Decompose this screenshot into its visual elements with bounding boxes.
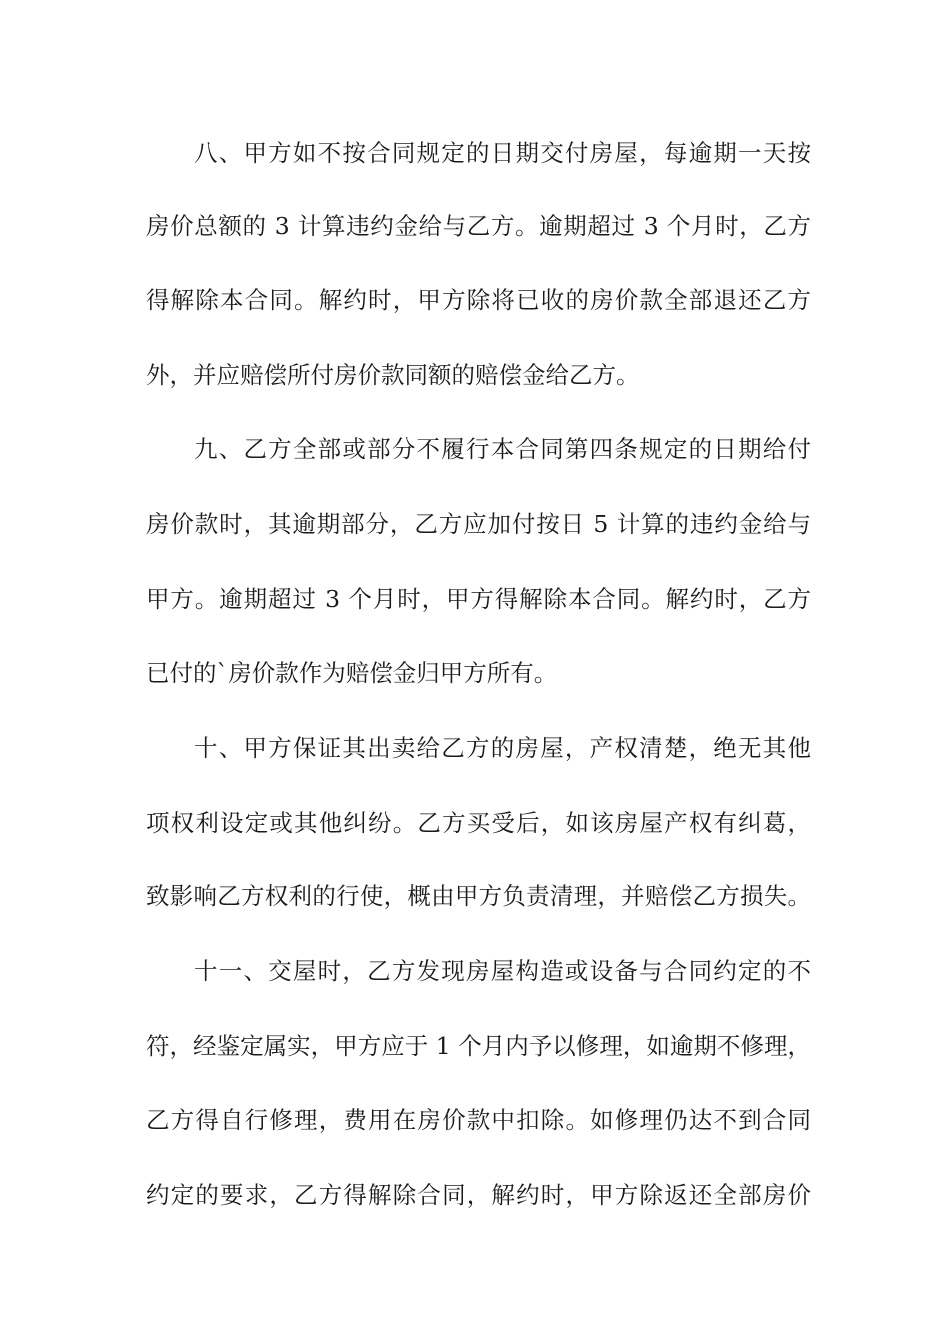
paragraph-11-line-1: 十一、交屋时，乙方发现房屋构造或设备与合同约定的不 bbox=[194, 957, 811, 985]
paragraph-10-line-2: 项权利设定或其他纠纷。乙方买受后，如该房屋产权有纠葛， bbox=[146, 809, 811, 837]
paragraph-8-line-4: 外，并应赔偿所付房价款同额的赔偿金给乙方。 bbox=[146, 361, 640, 389]
paragraph-10-line-1: 十、甲方保证其出卖给乙方的房屋，产权清楚，绝无其他 bbox=[194, 734, 811, 762]
paragraph-9-line-1: 九、乙方全部或部分不履行本合同第四条规定的日期给付 bbox=[194, 435, 811, 463]
paragraph-8-line-3: 得解除本合同。解约时，甲方除将已收的房价款全部退还乙方 bbox=[146, 286, 811, 314]
paragraph-9-line-3: 甲方。逾期超过 3 个月时，甲方得解除本合同。解约时，乙方 bbox=[146, 585, 811, 613]
paragraph-11-line-3: 乙方得自行修理，费用在房价款中扣除。如修理仍达不到合同 bbox=[146, 1106, 811, 1134]
paragraph-9-line-2: 房价款时，其逾期部分，乙方应加付按日 5 计算的违约金给与 bbox=[146, 510, 811, 538]
paragraph-9-line-4: 已付的`房价款作为赔偿金归甲方所有。 bbox=[146, 659, 558, 687]
paragraph-8-line-1: 八、甲方如不按合同规定的日期交付房屋，每逾期一天按 bbox=[194, 139, 811, 167]
paragraph-10-line-3: 致影响乙方权利的行使，概由甲方负责清理，并赔偿乙方损失。 bbox=[146, 882, 811, 910]
paragraph-8-line-2: 房价总额的 3 计算违约金给与乙方。逾期超过 3 个月时，乙方 bbox=[146, 212, 811, 240]
paragraph-11-line-2: 符，经鉴定属实，甲方应于 1 个月内予以修理，如逾期不修理， bbox=[146, 1032, 811, 1060]
paragraph-11-line-4: 约定的要求，乙方得解除合同，解约时，甲方除返还全部房价 bbox=[146, 1181, 811, 1209]
